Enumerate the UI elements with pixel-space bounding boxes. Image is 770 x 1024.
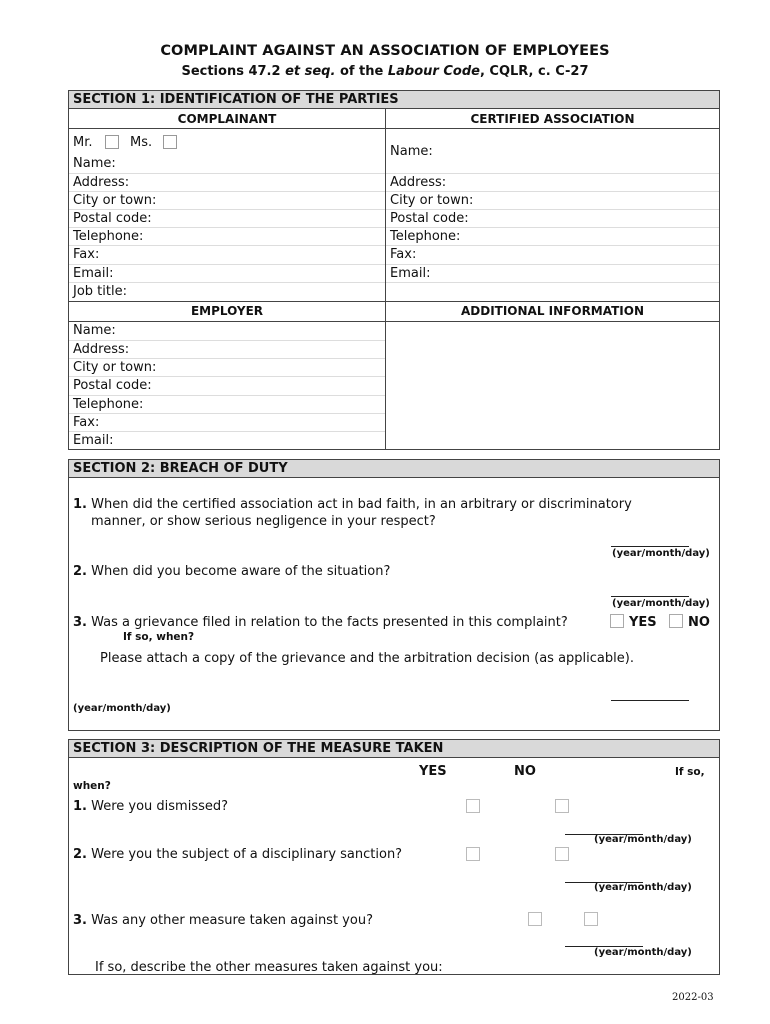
s2-q3-no-label: NO <box>688 615 710 630</box>
field-line <box>386 227 719 228</box>
s3-question-3 <box>73 912 373 929</box>
s3-q3-yes-checkbox[interactable] <box>528 912 542 926</box>
field-line <box>69 413 385 414</box>
field-line <box>69 431 385 432</box>
s3-yes-header: YES <box>419 764 447 779</box>
field-line <box>69 245 385 246</box>
s3-q3-date-label: (year/month/day) <box>594 947 692 958</box>
field-line <box>386 191 719 192</box>
complainant-jobtitle-label[interactable]: Job title: <box>73 284 127 299</box>
association-email-label[interactable]: Email: <box>390 266 431 281</box>
s2-q3-yes-checkbox[interactable] <box>610 614 624 628</box>
field-line <box>69 209 385 210</box>
field-line <box>386 282 719 283</box>
subtitle-part: of the <box>335 64 388 79</box>
divider <box>69 128 719 129</box>
complainant-name-label[interactable]: Name: <box>73 156 116 171</box>
s2-attach-note: Please attach a copy of the grievance and the arbitration decision (as applicable). <box>100 651 634 666</box>
s3-no-header: NO <box>514 764 536 779</box>
question-text: Was any other measure taken against you? <box>91 913 373 928</box>
question-number: 3. <box>73 913 87 928</box>
question-text: Was a grievance filed in relation to the facts presented in this complaint? <box>91 615 568 630</box>
mr-checkbox[interactable] <box>105 135 119 149</box>
question-text: When did you become aware of the situation? <box>91 564 391 579</box>
s3-question-1 <box>73 798 228 815</box>
section2-heading: SECTION 2: BREACH OF DUTY <box>69 460 719 478</box>
question-number: 1. <box>73 799 87 814</box>
s3-when-header: when? <box>73 780 111 792</box>
ms-checkbox[interactable] <box>163 135 177 149</box>
s2-q3-no-checkbox[interactable] <box>669 614 683 628</box>
field-line <box>69 264 385 265</box>
s3-q3-no-checkbox[interactable] <box>584 912 598 926</box>
subtitle-part: Sections 47.2 <box>181 64 286 79</box>
section2-box <box>68 459 720 731</box>
association-name-label[interactable]: Name: <box>390 144 433 159</box>
association-heading: CERTIFIED ASSOCIATION <box>470 112 635 126</box>
section3-box <box>68 739 720 975</box>
employer-fax-label[interactable]: Fax: <box>73 415 100 430</box>
question-text: Were you dismissed? <box>91 799 229 814</box>
s3-q1-yes-checkbox[interactable] <box>466 799 480 813</box>
association-phone-label[interactable]: Telephone: <box>390 229 461 244</box>
s3-question-2 <box>73 846 402 863</box>
s3-q2-date-label: (year/month/day) <box>594 882 692 893</box>
question-text: When did the certified association act in bad faith, in an arbitrary or discriminatory <box>91 497 632 512</box>
additional-info-heading: ADDITIONAL INFORMATION <box>460 304 645 318</box>
s2-q1-date-label: (year/month/day) <box>612 548 710 559</box>
complainant-email-label[interactable]: Email: <box>73 266 114 281</box>
question-number: 3. <box>73 615 87 630</box>
divider <box>69 301 719 302</box>
s3-q1-no-checkbox[interactable] <box>555 799 569 813</box>
subtitle-part: , CQLR, c. C-27 <box>479 64 589 79</box>
s3-describe-label: If so, describe the other measures taken against you: <box>95 960 443 975</box>
s3-q2-yes-checkbox[interactable] <box>466 847 480 861</box>
association-address-label[interactable]: Address: <box>390 175 447 190</box>
s2-q1-date-line[interactable] <box>611 546 689 547</box>
section1-box <box>68 90 720 450</box>
question-number: 2. <box>73 847 87 862</box>
field-line <box>69 376 385 377</box>
association-city-label[interactable]: City or town: <box>390 193 474 208</box>
section1-heading: SECTION 1: IDENTIFICATION OF THE PARTIES <box>69 91 719 109</box>
complainant-fax-label[interactable]: Fax: <box>73 247 100 262</box>
s2-question-2 <box>73 563 390 580</box>
field-line <box>69 227 385 228</box>
question-number: 1. <box>73 497 87 512</box>
form-version-code: 2022-03 <box>672 992 714 1003</box>
association-fax-label[interactable]: Fax: <box>390 247 417 262</box>
additional-info-field[interactable] <box>386 322 719 449</box>
field-line <box>69 282 385 283</box>
subtitle-italic: et seq. <box>285 64 336 79</box>
complainant-postal-label[interactable]: Postal code: <box>73 211 152 226</box>
s2-question-1 <box>73 496 713 513</box>
employer-name-label[interactable]: Name: <box>73 323 116 338</box>
s2-q3-date-label: (year/month/day) <box>73 703 171 714</box>
employer-postal-label[interactable]: Postal code: <box>73 378 152 393</box>
mr-label: Mr. <box>73 135 93 150</box>
association-postal-label[interactable]: Postal code: <box>390 211 469 226</box>
question-text: Were you the subject of a disciplinary sanction? <box>91 847 403 862</box>
complainant-phone-label[interactable]: Telephone: <box>73 229 144 244</box>
s2-question-1-cont: manner, or show serious negligence in your respect? <box>91 514 436 529</box>
complainant-address-label[interactable]: Address: <box>73 175 130 190</box>
subtitle-italic: Labour Code <box>387 64 480 79</box>
field-line <box>386 264 719 265</box>
form-subtitle <box>0 64 770 79</box>
s3-q1-date-label: (year/month/day) <box>594 834 692 845</box>
field-line <box>386 245 719 246</box>
section3-heading: SECTION 3: DESCRIPTION OF THE MEASURE TAKEN <box>69 740 719 758</box>
field-line <box>386 173 719 174</box>
field-line <box>386 209 719 210</box>
s2-q3-date-line[interactable] <box>611 700 689 701</box>
complainant-heading: COMPLAINANT <box>177 112 277 126</box>
s2-q3-yes-label: YES <box>629 615 657 630</box>
field-line <box>69 191 385 192</box>
form-title: COMPLAINT AGAINST AN ASSOCIATION OF EMPLOYEES <box>160 43 610 59</box>
field-line <box>69 173 385 174</box>
employer-heading: EMPLOYER <box>190 304 264 318</box>
s2-q3-if-so-when: If so, when? <box>123 631 195 643</box>
s2-q2-date-label: (year/month/day) <box>612 598 710 609</box>
s3-if-so-header: If so, <box>675 766 705 778</box>
field-line <box>69 395 385 396</box>
complainant-city-label[interactable]: City or town: <box>73 193 157 208</box>
field-line <box>69 358 385 359</box>
s3-q2-no-checkbox[interactable] <box>555 847 569 861</box>
field-line <box>69 340 385 341</box>
employer-phone-label[interactable]: Telephone: <box>73 397 144 412</box>
s2-question-3 <box>73 614 568 631</box>
ms-label: Ms. <box>130 135 153 150</box>
employer-city-label[interactable]: City or town: <box>73 360 157 375</box>
employer-address-label[interactable]: Address: <box>73 342 130 357</box>
employer-email-label[interactable]: Email: <box>73 433 114 448</box>
question-number: 2. <box>73 564 87 579</box>
s2-q2-date-line[interactable] <box>611 596 689 597</box>
